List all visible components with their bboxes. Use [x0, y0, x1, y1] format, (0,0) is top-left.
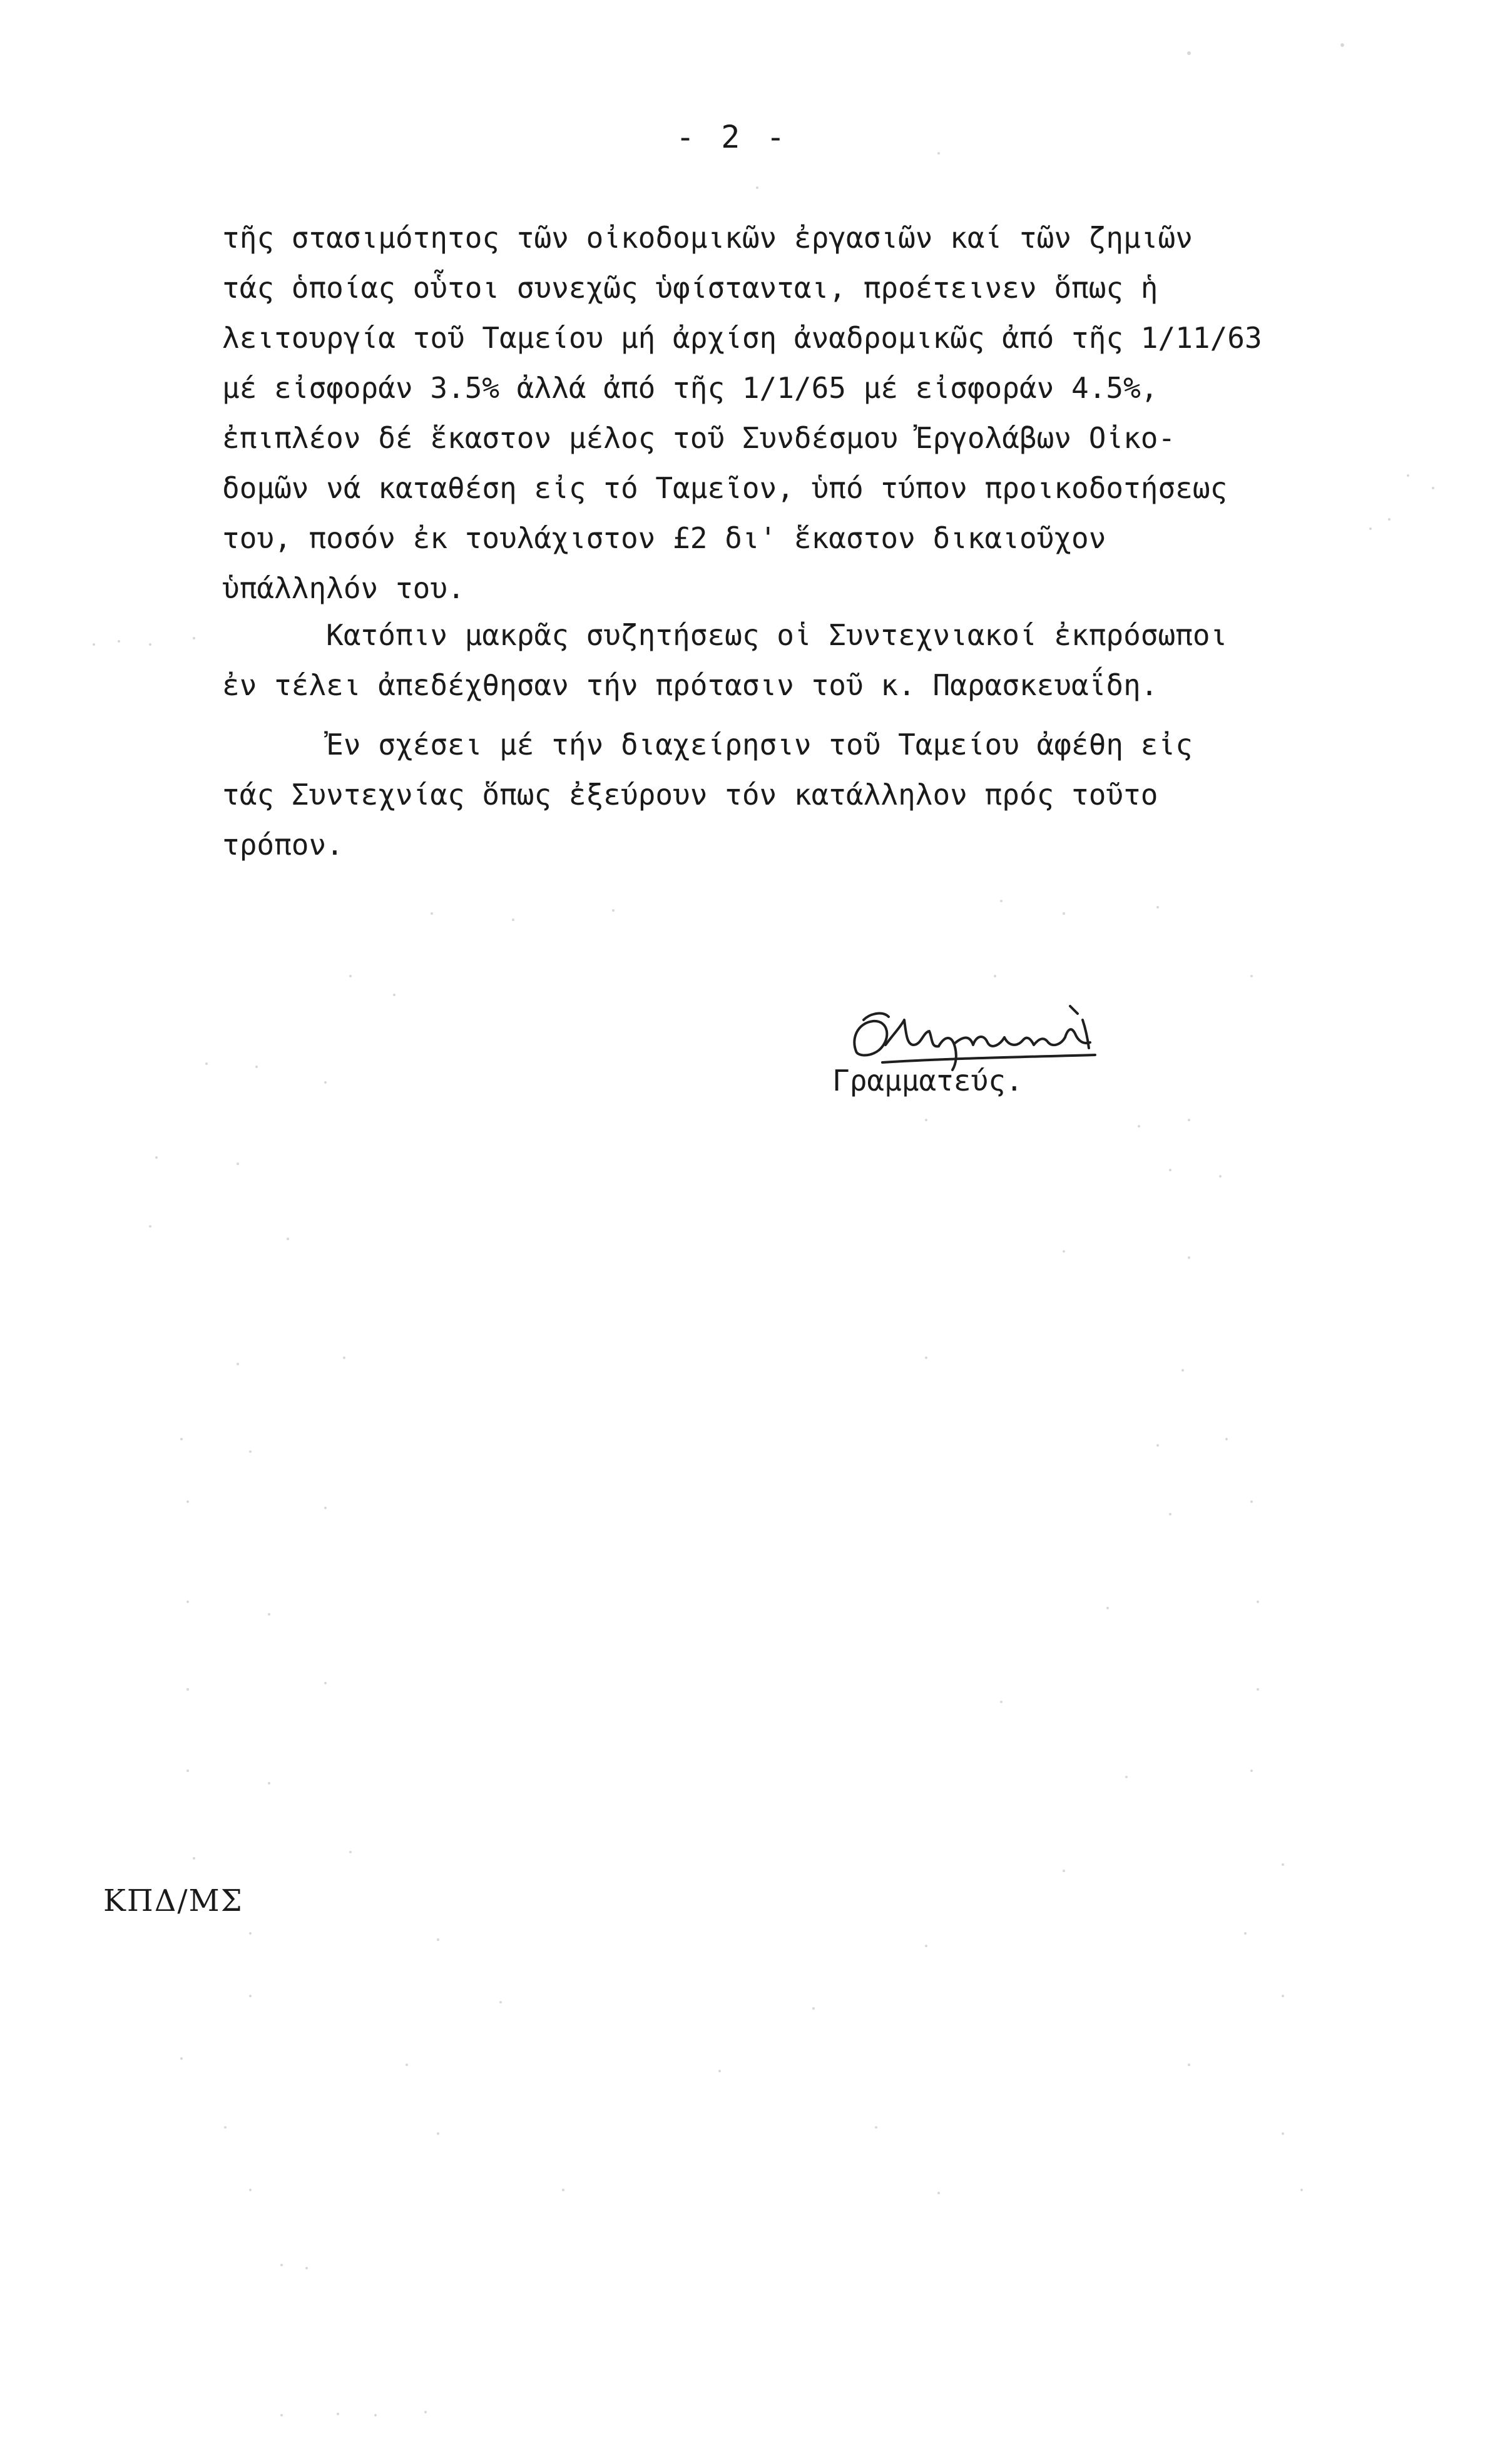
text-line: τῆς στασιμότητος τῶν οἰκοδομικῶν ἐργασιῶν καί τῶν ζημιῶν: [222, 221, 1193, 255]
paragraph-proposal: [222, 213, 1361, 613]
reference-initials: ΚΠΔ/ΜΣ: [103, 1883, 243, 1918]
text-line: μέ εἰσφοράν 3.5% ἀλλά ἀπό τῆς 1/1/65 μέ εἰσφοράν 4.5%,: [222, 371, 1158, 405]
signature-title: Γραμματεύς.: [832, 1064, 1023, 1097]
text-line: του, ποσόν ἐκ τουλάχιστον £2 δι' ἕκαστον δικαιοῦχον: [222, 521, 1106, 555]
text-line: δομῶν νά καταθέση εἰς τό Ταμεῖον, ὑπό τύπον προικοδοτήσεως: [222, 471, 1228, 505]
text-line: τάς Συντεχνίας ὅπως ἐξεύρουν τόν κατάλληλον πρός τοῦτο: [222, 778, 1158, 812]
paragraph-acceptance: [222, 610, 1361, 710]
text-line: ὑπάλληλόν του.: [222, 571, 465, 605]
paragraph-management: [222, 720, 1361, 870]
text-line: Κατόπιν μακρᾶς συζητήσεως οἱ Συντεχνιακοί ἐκπρόσωποι: [222, 618, 1228, 652]
signature-block: [832, 1001, 1158, 1120]
text-line: Ἐν σχέσει μέ τήν διαχείρησιν τοῦ Ταμείου ἀφέθη εἰς: [222, 728, 1193, 761]
text-line: τρόπον.: [222, 828, 344, 862]
text-line: ἐπιπλέον δέ ἕκαστον μέλος τοῦ Συνδέσμου Ἐργολάβων Οἰκο-: [222, 421, 1176, 455]
page-number: - 2 -: [676, 119, 789, 155]
text-line: ἐν τέλει ἀπεδέχθησαν τήν πρότασιν τοῦ κ. Παρασκευαΐδη.: [222, 668, 1158, 702]
text-line: λειτουργία τοῦ Ταμείου μή ἀρχίση ἀναδρομικῶς ἀπό τῆς 1/11/63: [222, 321, 1262, 355]
text-line: τάς ὁποίας οὗτοι συνεχῶς ὑφίστανται, προέτεινεν ὅπως ἡ: [222, 271, 1158, 305]
